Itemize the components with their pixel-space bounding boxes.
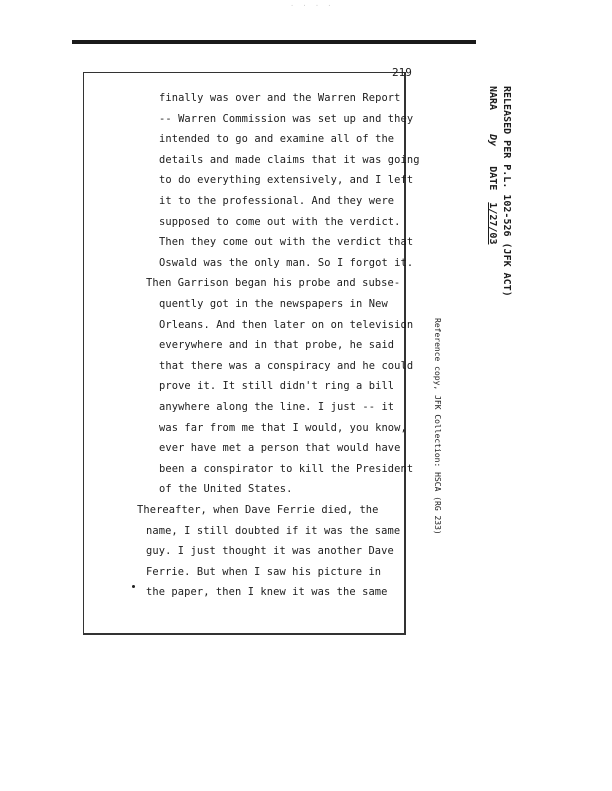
transcript-line: ever have met a person that would have — [159, 442, 401, 455]
transcript-line: Ferrie. But when I saw his picture in — [146, 565, 382, 578]
transcript-line: supposed to come out with the verdict. — [159, 215, 401, 228]
transcript-line: it to the professional. And they were — [159, 195, 395, 207]
transcript-line: of the United States. — [159, 483, 293, 496]
transcript-line: was far from me that I would, you know, — [159, 421, 407, 434]
transcript-line: been a conspirator to kill the President — [159, 462, 414, 475]
transcript-line: Orleans. And then later on on television — [159, 318, 414, 331]
transcript-line: guy. I just thought it was another Dave — [146, 545, 394, 558]
nara-label: NARA — [487, 86, 498, 111]
transcript-line: name, I still doubted if it was the same — [146, 524, 401, 537]
transcript-line: to do everything extensively, and I left — [159, 174, 414, 187]
release-stamp-line1: RELEASED PER P.L. 102-526 (JFK ACT) — [501, 86, 512, 297]
transcript-line: anywhere along the line. I just -- it — [159, 401, 395, 413]
date-label: DATE — [487, 166, 498, 191]
transcript-line: Then Garrison began his probe and subse- — [146, 277, 401, 290]
release-date: 1/27/03 — [487, 202, 498, 245]
page-number: 219 — [392, 66, 412, 79]
reference-copy-note: Reference copy, JFK Collection: HSCA (RG 233) — [433, 318, 442, 535]
transcript-line: prove it. It still didn't ring a bill — [159, 380, 395, 393]
transcript-line: the paper, then I knew it was the same — [146, 586, 388, 599]
transcript-line: intended to go and examine all of the — [159, 133, 395, 146]
transcript-line: Then they come out with the verdict that — [159, 236, 414, 249]
transcript-line: finally was over and the Warren Report — [159, 92, 401, 104]
release-stamp-line2 — [487, 86, 498, 244]
transcript-line: everywhere and in that probe, he said — [159, 339, 395, 352]
top-rule — [72, 40, 476, 44]
nara-initials: Dy — [487, 134, 498, 147]
transcript-line: Thereafter, when Dave Ferrie died, the — [137, 504, 379, 516]
transcript-line: that there was a conspiracy and he could — [159, 359, 414, 372]
faint-header-marks: · · · · — [290, 2, 334, 10]
margin-mark — [132, 585, 135, 588]
transcript-line: details and made claims that it was going — [159, 153, 420, 166]
transcript-line: -- Warren Commission was set up and they — [159, 112, 414, 125]
transcript-line: quently got in the newspapers in New — [159, 298, 388, 310]
transcript-line: Oswald was the only man. So I forgot it. — [159, 256, 414, 269]
